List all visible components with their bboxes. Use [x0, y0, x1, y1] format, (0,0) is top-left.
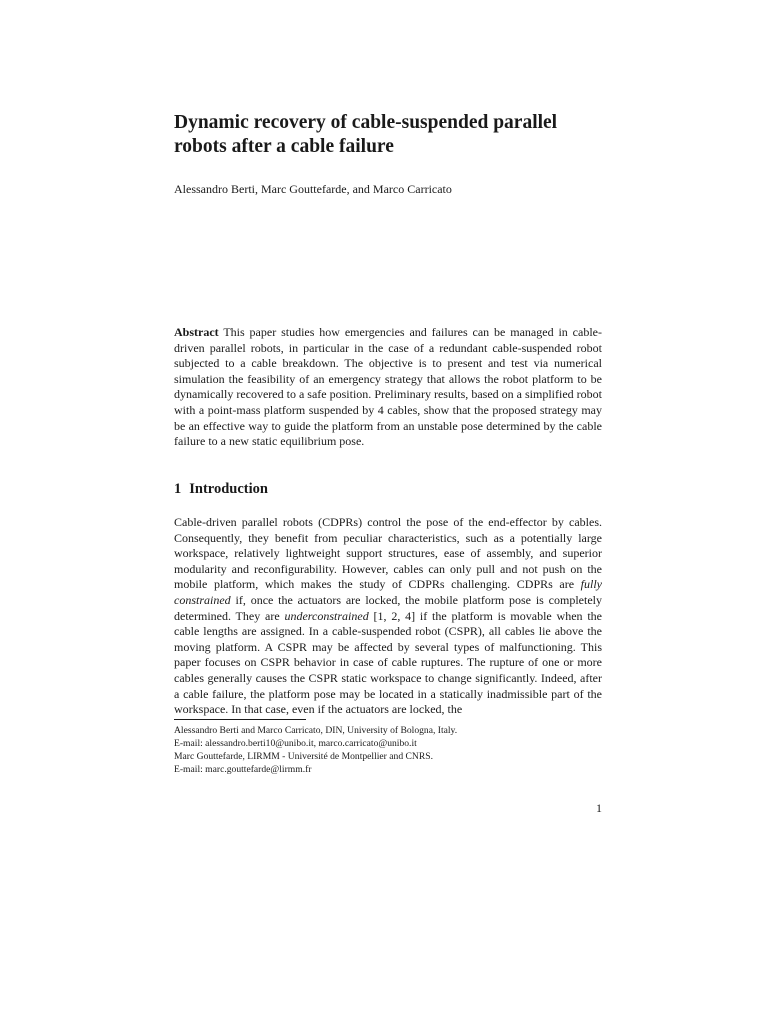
footnotes	[174, 724, 602, 776]
intro-text-2: if, once the actuators are locked, the mobile platform pose is completely determined. They are	[174, 592, 602, 623]
term-underconstrained: underconstrained	[284, 608, 369, 623]
footnote-line: Marc Gouttefarde, LIRMM - Université de Montpellier and CNRS.	[174, 751, 433, 762]
intro-text-3: [1, 2, 4] if the platform is movable when the cable lengths are assigned. In a cable-suspended robot (CSPR), all cables lie above the moving platform. A CSPR may be affected by several types of malfunctioning. This paper focuses on CSPR behavior in case of cable ruptures. The rupture of one or more cables generally causes the CSPR static workspace to change significantly. Indeed, after a cable failure, the platform pose may be located in a statically inadmissible part of the workspace. In that case, even if the actuators are locked, the	[174, 608, 603, 717]
abstract-label: Abstract	[174, 325, 219, 339]
abstract	[174, 325, 602, 450]
footnote-rule	[174, 719, 306, 720]
footnote-line: E-mail: alessandro.berti10@unibo.it, marco.carricato@unibo.it	[174, 738, 417, 749]
intro-text-1: Cable-driven parallel robots (CDPRs) control the pose of the end-effector by cables. Consequently, they benefit from peculiar characteristics, such as a potentially large workspace, relatively lightweight support structures, ease of assembly, and superior modularity and reconfigurability. However, cables can only pull and not push on the mobile platform, which makes the study of CDPRs challenging. CDPRs are	[174, 515, 602, 592]
page-number: 1	[596, 801, 602, 815]
abstract-text: This paper studies how emergencies and failures can be managed in cable-driven parallel robots, in particular in the case of a redundant cable-suspended robot subjected to a cable breakdown. The objective is to present and test via numerical simulation the feasibility of an emergency strategy that allows the robot platform to be dynamically recovered to a safe position. Preliminary results, based on a simplified robot with a point-mass platform suspended by 4 cables, show that the proposed strategy may be an effective way to guide the platform from an unstable pose determined by the cable failure to a new static equilibrium pose.	[174, 325, 602, 449]
intro-paragraph	[174, 515, 602, 718]
paper-title: Dynamic recovery of cable-suspended parallel robots after a cable failure	[174, 112, 558, 157]
term-fully-constrained: fully constrained	[174, 577, 602, 607]
footnote-line: Alessandro Berti and Marco Carricato, DIN, University of Bologna, Italy.	[174, 725, 458, 736]
author-list: Alessandro Berti, Marc Gouttefarde, and Marco Carricato	[174, 182, 452, 196]
section-number: 1	[174, 481, 182, 497]
footnote-line: E-mail: marc.gouttefarde@lirmm.fr	[174, 764, 312, 775]
section-title: Introduction	[189, 481, 268, 497]
section-heading	[174, 480, 268, 498]
